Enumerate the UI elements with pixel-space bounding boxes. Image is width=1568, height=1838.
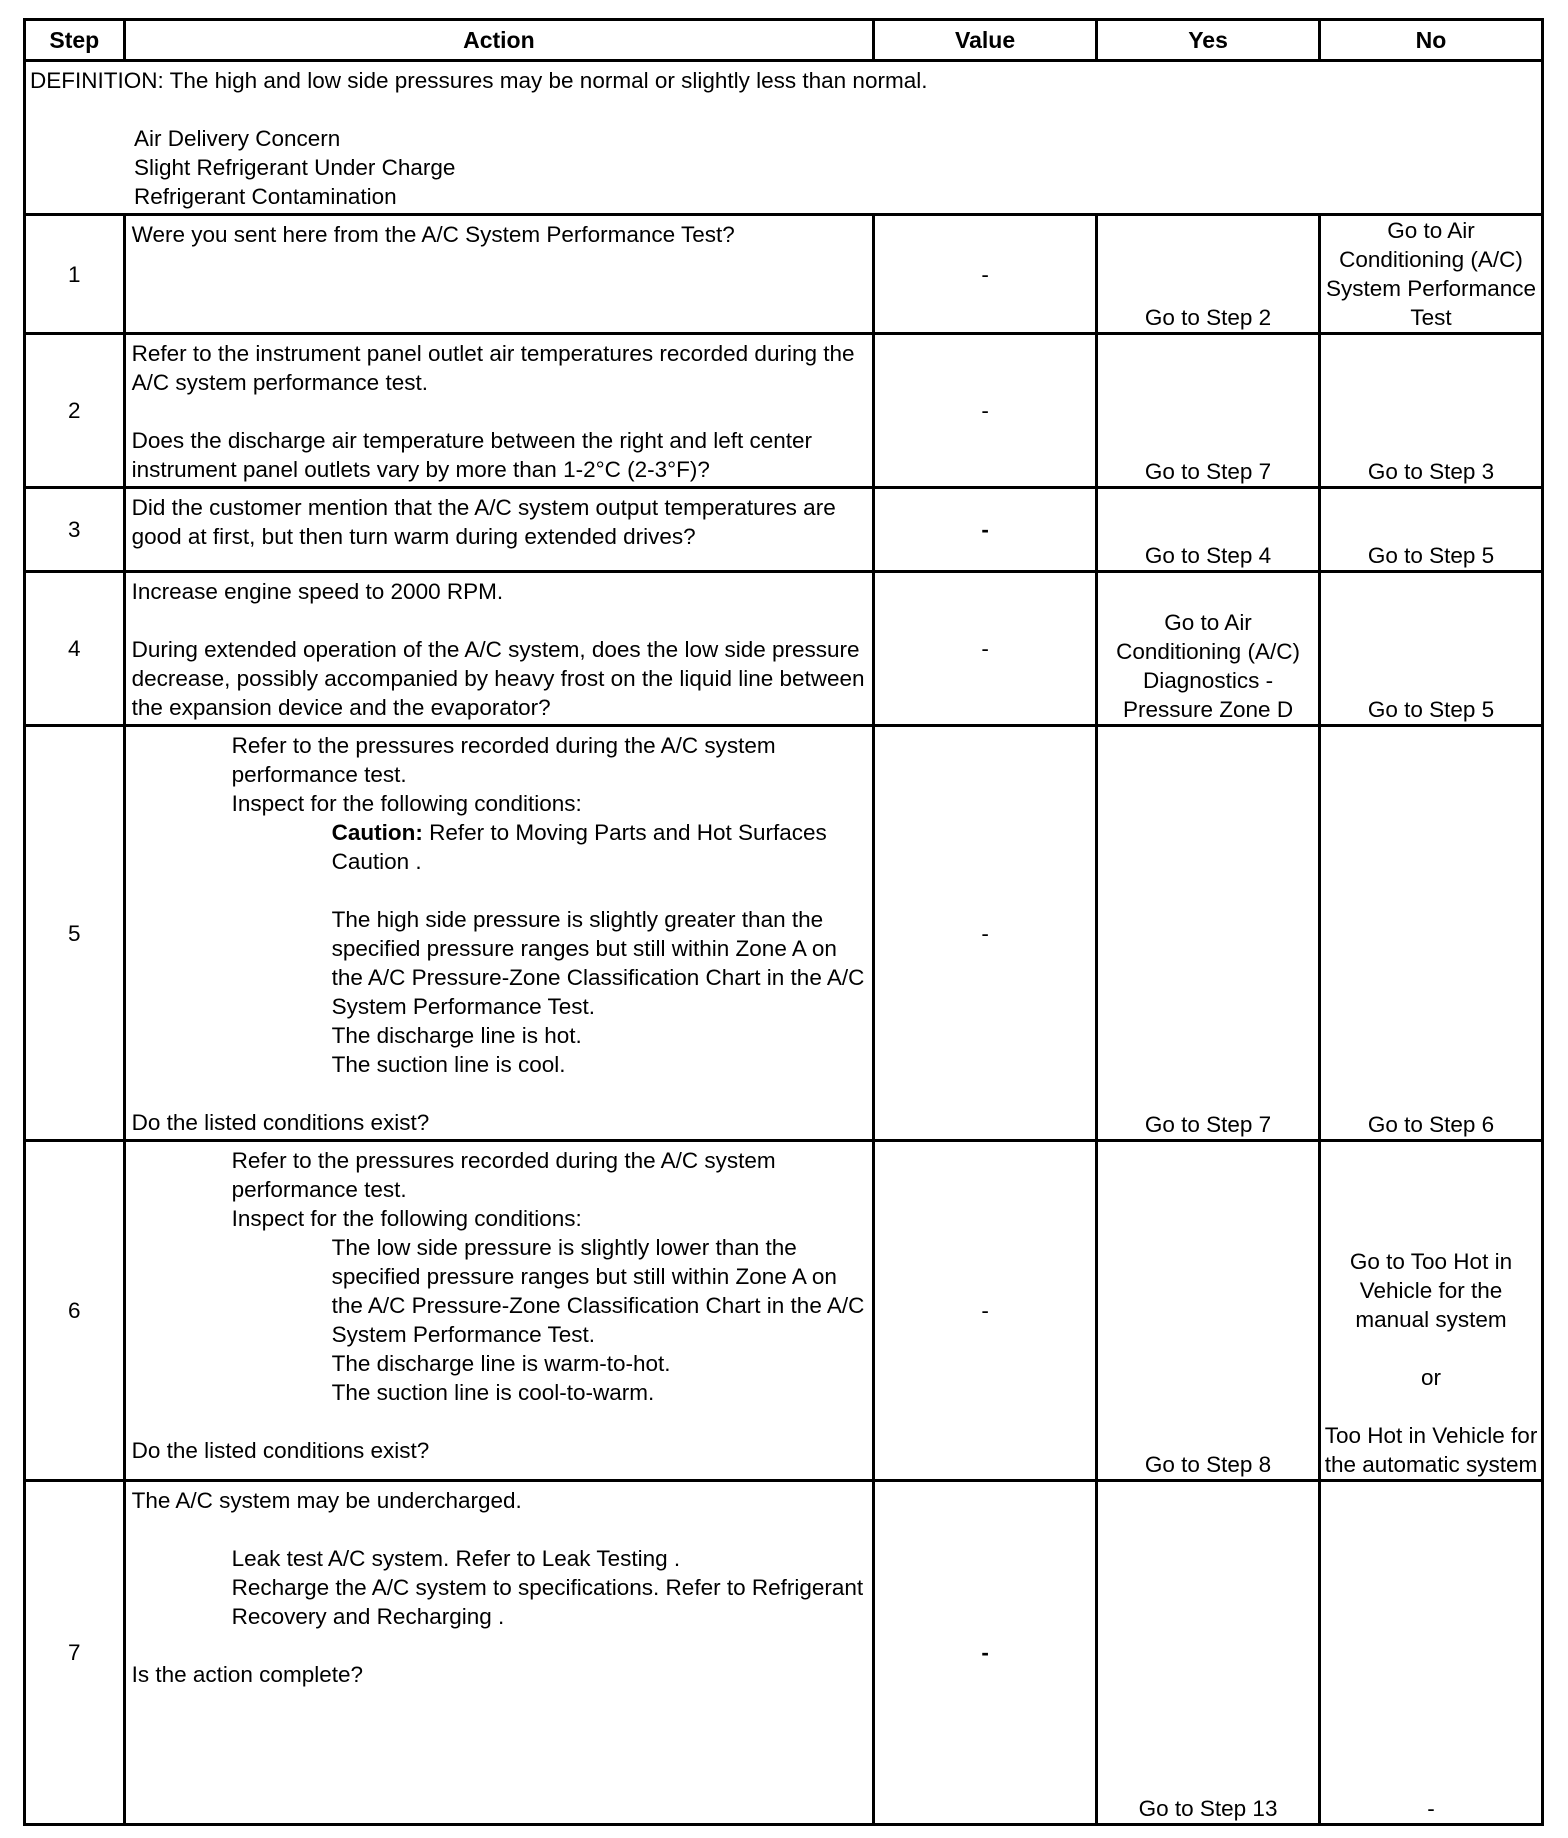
step-action <box>124 726 874 1141</box>
step-intro: Inspect for the following conditions: <box>231 791 582 816</box>
step-yes: Go to Step 2 <box>1097 215 1320 334</box>
step-no: Go to Step 5 <box>1320 572 1543 726</box>
header-value: Value <box>874 20 1097 61</box>
step-text: Refer to the instrument panel outlet air temperatures recorded during the A/C system performance test. <box>131 341 855 395</box>
step-action <box>124 1141 874 1481</box>
step-yes: Go to Step 4 <box>1097 488 1320 572</box>
step-intro: Refer to the pressures recorded during the A/C system performance test. <box>231 733 776 787</box>
step-no: Go to Step 6 <box>1320 726 1543 1141</box>
step-action <box>124 215 874 334</box>
step-number: 6 <box>25 1141 125 1481</box>
step-condition: The suction line is cool. <box>331 1052 566 1077</box>
diagnostic-table <box>23 18 1544 1826</box>
step-row-6 <box>25 1141 1543 1481</box>
definition-row <box>25 61 1543 215</box>
step-action <box>124 1481 874 1825</box>
step-question: Do the listed conditions exist? <box>131 1438 430 1463</box>
step-intro: Inspect for the following conditions: <box>231 1206 582 1231</box>
caution-label: Caution: <box>331 820 423 845</box>
step-no <box>1320 1141 1543 1481</box>
header-yes: Yes <box>1097 20 1320 61</box>
step-item: Recharge the A/C system to specifications. Refer to Refrigerant Recovery and Recharging . <box>231 1575 864 1629</box>
definition-item: Air Delivery Concern <box>134 126 341 151</box>
header-row <box>25 20 1543 61</box>
step-number: 3 <box>25 488 125 572</box>
step-condition: The low side pressure is slightly lower than the specified pressure ranges but still within Zone A on the A/C Pressure-Zone Classification Chart in the A/C System Performance Test. <box>331 1235 865 1347</box>
caution-note <box>132 818 867 876</box>
definition-item: Refrigerant Contamination <box>134 184 397 209</box>
step-row-5 <box>25 726 1543 1141</box>
step-number: 2 <box>25 334 125 488</box>
step-number: 7 <box>25 1481 125 1825</box>
step-value: - <box>874 1141 1097 1481</box>
definition-cell <box>25 61 1543 215</box>
step-question: Does the discharge air temperature between the right and left center instrument panel outlets vary by more than 1-2°C (2-3°F)? <box>131 428 813 482</box>
caution-text: Refer to Moving Parts and Hot Surfaces Caution . <box>331 820 827 874</box>
step-yes: Go to Step 8 <box>1097 1141 1320 1481</box>
step-condition: The high side pressure is slightly greater than the specified pressure ranges but still within Zone A on the A/C Pressure-Zone Classification Chart in the A/C System Performance Test. <box>331 907 865 1019</box>
step-number: 1 <box>25 215 125 334</box>
step-row-2 <box>25 334 1543 488</box>
step-question: During extended operation of the A/C system, does the low side pressure decrease, possibly accompanied by heavy frost on the liquid line between the expansion device and the evaporator? <box>131 637 865 720</box>
step-no-or: or <box>1421 1365 1442 1390</box>
step-question: Do the listed conditions exist? <box>131 1110 430 1135</box>
step-row-3 <box>25 488 1543 572</box>
step-action <box>124 488 874 572</box>
step-value: - <box>874 488 1097 572</box>
step-no: Go to Step 3 <box>1320 334 1543 488</box>
step-question: Is the action complete? <box>131 1662 363 1687</box>
step-condition: The discharge line is hot. <box>331 1023 582 1048</box>
definition-text: DEFINITION: The high and low side pressures may be normal or slightly less than normal. <box>30 68 928 93</box>
step-yes: Go to Step 13 <box>1097 1481 1320 1825</box>
step-value: - <box>874 1481 1097 1825</box>
step-row-7 <box>25 1481 1543 1825</box>
step-action <box>124 334 874 488</box>
step-yes: Go to Air Conditioning (A/C) Diagnostics - Pressure Zone D <box>1097 572 1320 726</box>
header-step: Step <box>25 20 125 61</box>
step-value: - <box>874 572 1097 726</box>
step-no: Go to Air Conditioning (A/C) System Performance Test <box>1320 215 1543 334</box>
step-value: - <box>874 726 1097 1141</box>
header-no: No <box>1320 20 1543 61</box>
step-no-option: Go to Too Hot in Vehicle for the manual system <box>1349 1249 1513 1332</box>
step-item: Leak test A/C system. Refer to Leak Testing . <box>231 1546 681 1571</box>
step-question: Did the customer mention that the A/C system output temperatures are good at first, but then turn warm during extended drives? <box>131 495 836 549</box>
step-text: Increase engine speed to 2000 RPM. <box>131 579 504 604</box>
step-intro: Refer to the pressures recorded during the A/C system performance test. <box>231 1148 776 1202</box>
definition-item: Slight Refrigerant Under Charge <box>134 155 456 180</box>
step-row-4 <box>25 572 1543 726</box>
step-condition: The discharge line is warm-to-hot. <box>331 1351 671 1376</box>
step-row-1 <box>25 215 1543 334</box>
step-question: Were you sent here from the A/C System Performance Test? <box>131 222 735 247</box>
step-text: The A/C system may be undercharged. <box>131 1488 522 1513</box>
step-number: 4 <box>25 572 125 726</box>
step-value: - <box>874 334 1097 488</box>
step-number: 5 <box>25 726 125 1141</box>
step-no: Go to Step 5 <box>1320 488 1543 572</box>
step-value: - <box>874 215 1097 334</box>
step-yes: Go to Step 7 <box>1097 334 1320 488</box>
step-no: - <box>1320 1481 1543 1825</box>
step-no-option: Too Hot in Vehicle for the automatic system <box>1324 1423 1538 1477</box>
header-action: Action <box>124 20 874 61</box>
step-action <box>124 572 874 726</box>
step-condition: The suction line is cool-to-warm. <box>331 1380 655 1405</box>
step-yes: Go to Step 7 <box>1097 726 1320 1141</box>
